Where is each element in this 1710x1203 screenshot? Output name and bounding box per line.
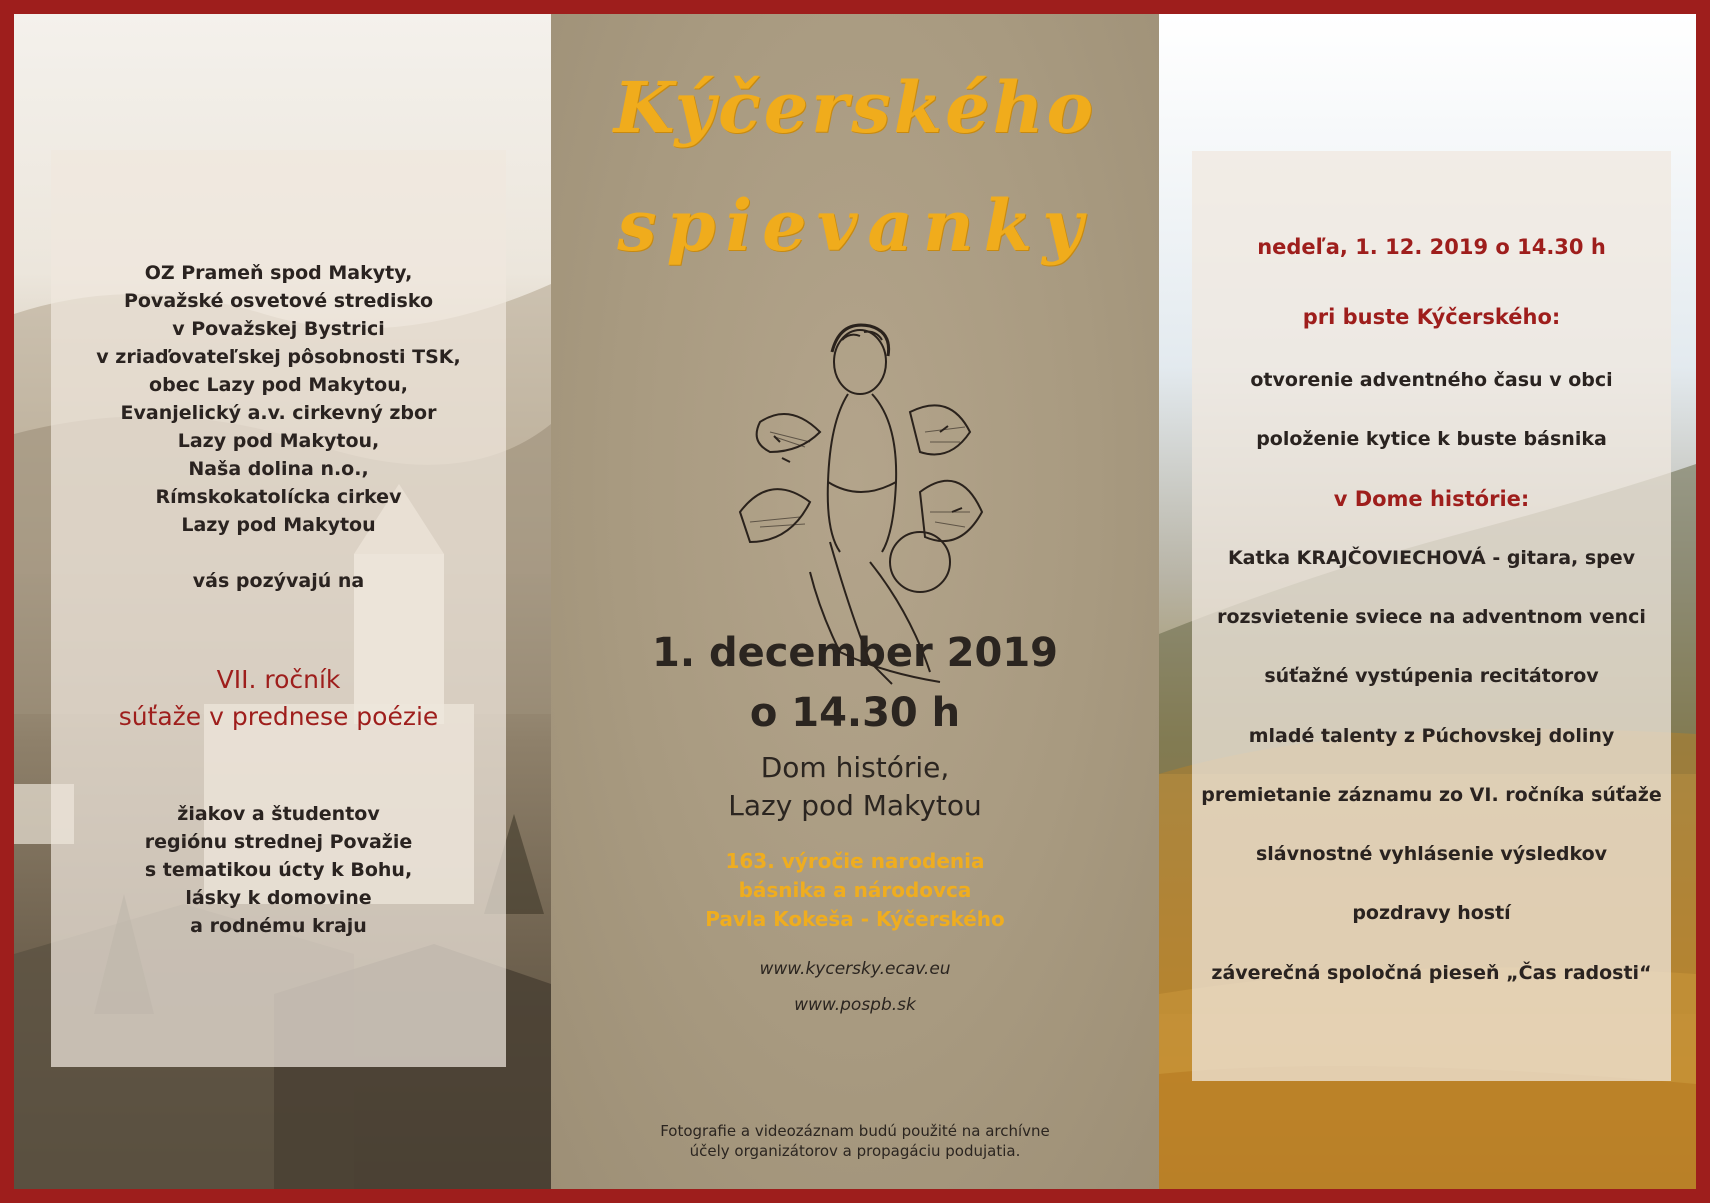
audience-line: žiakov a študentov <box>177 803 380 825</box>
venue-line2: Lazy pod Makytou <box>728 789 982 822</box>
program-item: slávnostné vyhlásenie výsledkov <box>1255 843 1608 865</box>
event-date: 1. december 2019 <box>652 630 1058 676</box>
invitation-poster <box>14 14 1696 1189</box>
anniversary-line: Pavla Kokeša - Kýčerského <box>705 907 1005 931</box>
event-title-line1: Kýčerského <box>613 66 1097 149</box>
program-item: Katka KRAJČOVIECHOVÁ - gitara, spev <box>1227 547 1636 569</box>
website-link-kycersky[interactable]: www.kycersky.ecav.eu <box>759 959 951 979</box>
program-item: položenie kytice k buste básnika <box>1256 428 1607 450</box>
program-location-house: v Dome histórie: <box>1333 487 1530 511</box>
venue-line1: Dom histórie, <box>760 751 950 784</box>
organizer-line: v zriaďovateľskej pôsobnosti TSK, <box>96 346 461 368</box>
audience-line: a rodnému kraju <box>190 915 367 937</box>
invite-text: vás pozývajú na <box>192 570 365 592</box>
organizer-line: Považské osvetové stredisko <box>123 290 434 312</box>
competition-name: súťaže v prednese poézie <box>118 702 439 731</box>
program-item: mladé talenty z Púchovskej doliny <box>1248 725 1615 747</box>
audience-line: lásky k domovine <box>185 887 372 909</box>
event-title-line2: spievanky <box>617 184 1093 267</box>
organizer-line: OZ Prameň spod Makyty, <box>144 262 413 284</box>
photo-consent-note-line1: Fotografie a videozáznam budú použité na archívne <box>660 1122 1050 1140</box>
program-item: otvorenie adventného času v obci <box>1250 369 1613 391</box>
poet-sketch-illustration <box>720 312 1000 696</box>
organizer-line: Rímskokatolícka cirkev <box>155 486 402 508</box>
program-item: premietanie záznamu zo VI. ročníka súťaže <box>1201 784 1662 806</box>
program-item: súťažné vystúpenia recitátorov <box>1264 665 1599 687</box>
website-link-pospb[interactable]: www.pospb.sk <box>794 995 916 1015</box>
anniversary-line: 163. výročie narodenia <box>725 849 985 873</box>
organizer-line: Lazy pod Makytou <box>181 514 376 536</box>
program-item: pozdravy hostí <box>1352 902 1511 924</box>
event-time: o 14.30 h <box>749 690 961 736</box>
organizer-line: Naša dolina n.o., <box>188 458 369 480</box>
organizer-line: Evanjelický a.v. cirkevný zbor <box>120 402 437 424</box>
program-item: rozsvietenie sviece na adventnom venci <box>1217 606 1646 628</box>
organizer-line: Lazy pod Makytou, <box>177 430 380 452</box>
competition-edition: VII. ročník <box>216 665 341 694</box>
program-location-bust: pri buste Kýčerského: <box>1302 305 1561 329</box>
program-datetime: nedeľa, 1. 12. 2019 o 14.30 h <box>1257 235 1606 259</box>
anniversary-line: básnika a národovca <box>738 878 972 902</box>
audience-line: s tematikou úcty k Bohu, <box>144 859 413 881</box>
photo-consent-note-line2: účely organizátorov a propagáciu podujatia. <box>689 1142 1021 1160</box>
audience-line: regiónu strednej Považie <box>144 831 413 853</box>
program-item: záverečná spoločná pieseň „Čas radosti“ <box>1211 962 1652 984</box>
organizer-line: obec Lazy pod Makytou, <box>149 374 408 396</box>
organizer-line: v Považskej Bystrici <box>172 318 385 340</box>
